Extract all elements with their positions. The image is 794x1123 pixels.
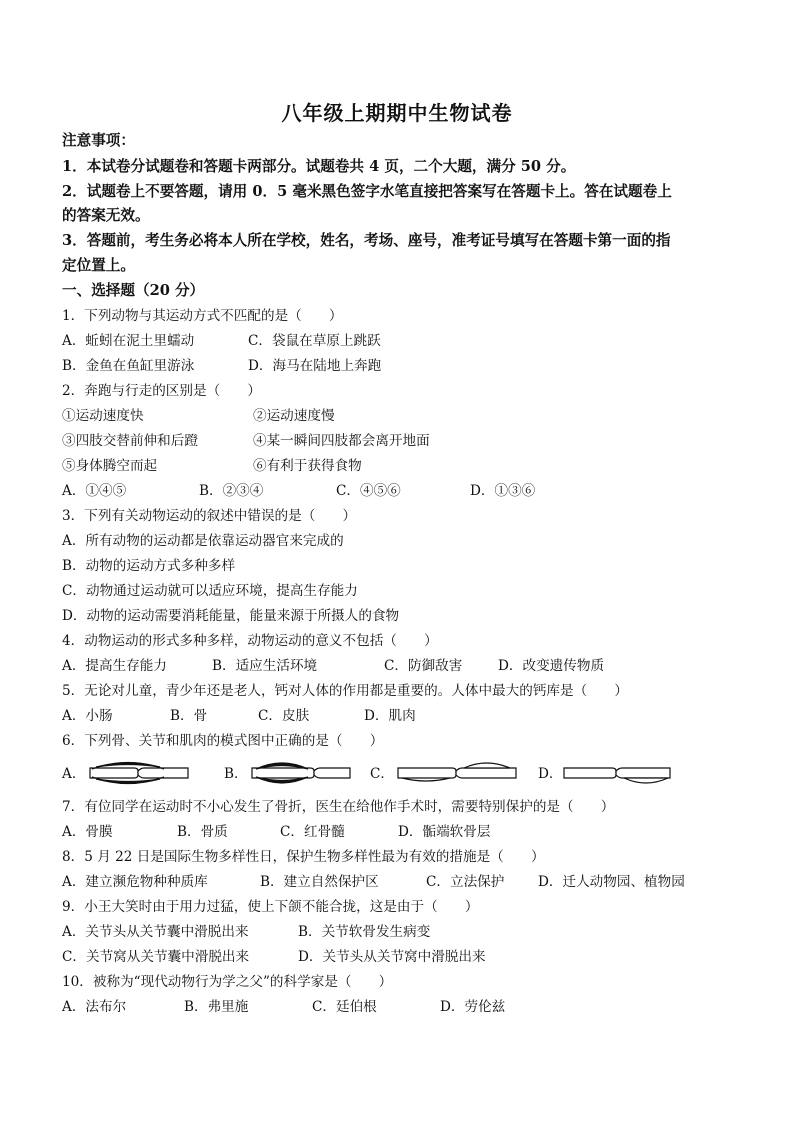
- question-1-option-b: B．金鱼在鱼缸里游泳: [62, 358, 195, 374]
- figure-b-bone-muscle-diagram: [250, 758, 354, 788]
- question-2-statement-5: ⑤身体腾空而起: [62, 458, 158, 474]
- question-6-option-b: B．: [224, 766, 248, 782]
- question-3-option-d: D．动物的运动需要消耗能量，能量来源于所摄人的食物: [62, 608, 400, 624]
- notice-item-2: 2．试题卷上不要答题，请用 0．5 毫米黑色签字水笔直接把答案写在答题卡上。答在试题卷上: [62, 183, 672, 200]
- question-2-option-a: A．①④⑤: [62, 483, 127, 499]
- question-8-stem: 8．5 月 22 日是国际生物多样性日，保护生物多样性最为有效的措施是（ ）: [62, 849, 545, 865]
- question-3-stem: 3．下列有关动物运动的叙述中错误的是（ ）: [62, 508, 357, 524]
- question-8-option-d: D．迁人动物园、植物园: [538, 874, 685, 890]
- figure-d-bone-muscle-diagram: [562, 758, 674, 788]
- question-9-option-c: C．关节窝从关节囊中滑脱出来: [62, 949, 250, 965]
- question-2-statement-3: ③四肢交替前伸和后蹬: [62, 433, 198, 449]
- question-2-option-d: D．①③⑥: [470, 483, 536, 499]
- question-5-option-c: C．皮肤: [258, 708, 310, 724]
- question-2-statement-4: ④某一瞬间四肢都会离开地面: [253, 433, 430, 449]
- question-5-option-a: A．小肠: [62, 708, 113, 724]
- question-8-option-b: B．建立自然保护区: [260, 874, 379, 890]
- question-6-option-a: A．: [62, 766, 86, 782]
- question-5-option-d: D．肌肉: [364, 708, 416, 724]
- question-8-option-c: C．立法保护: [426, 874, 505, 890]
- question-9-stem: 9．小王大笑时由于用力过猛，使上下颌不能合拢，这是由于（ ）: [62, 899, 479, 915]
- question-10-option-b: B．弗里施: [184, 999, 249, 1015]
- notice-item-3-cont: 定位置上。: [62, 257, 135, 274]
- question-9-option-a: A．关节头从关节囊中滑脱出来: [62, 924, 249, 940]
- question-7-option-c: C．红骨髓: [280, 824, 345, 840]
- question-4-option-b: B．适应生活环境: [212, 658, 318, 674]
- question-5-option-b: B．骨: [170, 708, 208, 724]
- question-4-option-c: C．防御敌害: [384, 658, 463, 674]
- question-1-option-a: A．蚯蚓在泥土里蠕动: [62, 333, 195, 349]
- notice-heading: 注意事项：: [62, 132, 135, 149]
- question-6-option-d: D．: [538, 766, 563, 782]
- question-3-option-b: B．动物的运动方式多种多样: [62, 558, 236, 574]
- question-8-option-a: A．建立濒危物种种质库: [62, 874, 208, 890]
- question-10-stem: 10．被称为“现代动物行为学之父”的科学家是（ ）: [62, 974, 393, 990]
- question-5-stem: 5．无论对儿童，青少年还是老人，钙对人体的作用都是重要的。人体中最大的钙库是（ ）: [62, 683, 628, 699]
- question-6-option-c: C．: [370, 766, 394, 782]
- question-3-option-c: C．动物通过运动就可以适应环境，提高生存能力: [62, 583, 358, 599]
- question-4-option-d: D．改变遗传物质: [498, 658, 605, 674]
- question-2-option-c: C．④⑤⑥: [336, 483, 401, 499]
- question-7-option-a: A．骨膜: [62, 824, 113, 840]
- question-2-statement-2: ②运动速度慢: [253, 408, 335, 424]
- figure-a-bone-muscle-diagram: [88, 758, 206, 788]
- question-7-option-b: B．骨质: [177, 824, 228, 840]
- question-1-stem: 1．下列动物与其运动方式不匹配的是（ ）: [62, 308, 343, 324]
- figure-c-bone-muscle-diagram: [396, 758, 522, 788]
- section-heading: 一、选择题（20 分）: [62, 282, 205, 299]
- question-4-stem: 4．动物运动的形式多种多样，动物运动的意义不包括（ ）: [62, 633, 438, 649]
- question-9-option-d: D．关节头从关节窝中滑脱出来: [298, 949, 486, 965]
- question-2-option-b: B．②③④: [199, 483, 264, 499]
- question-10-option-a: A．法布尔: [62, 999, 127, 1015]
- question-2-statement-1: ①运动速度快: [62, 408, 144, 424]
- question-1-option-c: C．袋鼠在草原上跳跃: [248, 333, 381, 349]
- question-10-option-d: D．劳伦兹: [440, 999, 506, 1015]
- question-2-statement-6: ⑥有利于获得食物: [253, 458, 362, 474]
- question-10-option-c: C．廷伯根: [312, 999, 377, 1015]
- question-9-option-b: B．关节软骨发生病变: [298, 924, 431, 940]
- question-6-stem: 6．下列骨、关节和肌肉的模式图中正确的是（ ）: [62, 733, 384, 749]
- question-2-stem: 2．奔跑与行走的区别是（ ）: [62, 383, 261, 399]
- notice-item-2-cont: 的答案无效。: [62, 207, 150, 224]
- notice-item-1: 1．本试卷分试题卷和答题卡两部分。试题卷共 4 页，二个大题，满分 50 分。: [62, 158, 576, 175]
- page-title: 八年级上期期中生物试卷: [281, 101, 513, 125]
- question-7-option-d: D．骺端软骨层: [398, 824, 491, 840]
- notice-item-3: 3．答题前，考生务必将本人所在学校，姓名，考场、座号，准考证号填写在答题卡第一面的指: [62, 232, 671, 249]
- question-1-option-d: D．海马在陆地上奔跑: [248, 358, 382, 374]
- question-4-option-a: A．提高生存能力: [62, 658, 167, 674]
- question-7-stem: 7．有位同学在运动时不小心发生了骨折，医生在给他作手术时，需要特别保护的是（ ）: [62, 799, 615, 815]
- question-3-option-a: A．所有动物的运动都是依靠运动器官来完成的: [62, 533, 344, 549]
